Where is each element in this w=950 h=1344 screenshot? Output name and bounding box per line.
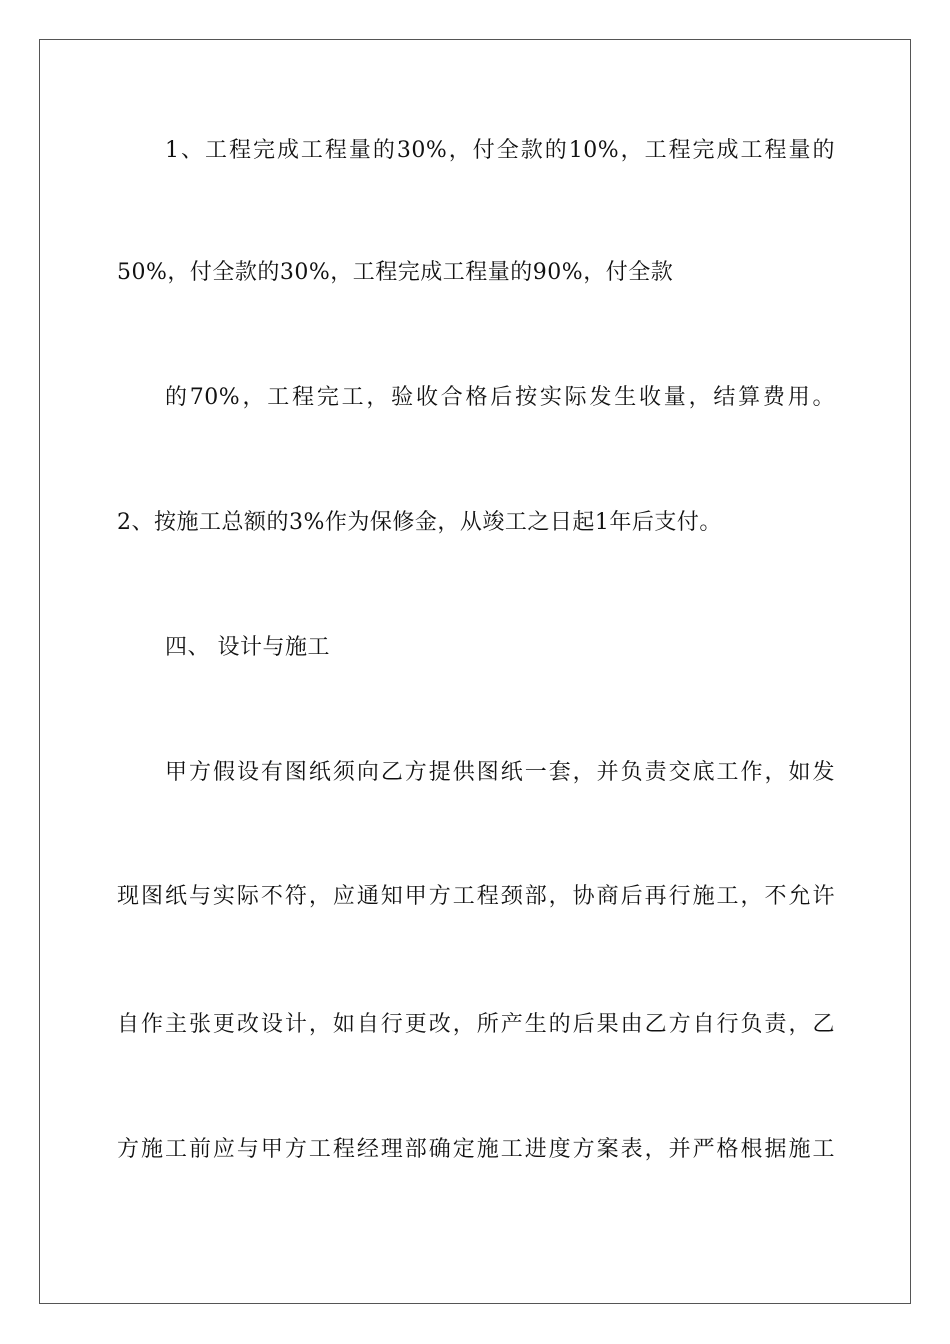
payment-term-1-line-1: 1、工程完成工程量的30%，付全款的10%，工程完成工程量的	[165, 138, 835, 163]
page-border	[39, 39, 911, 1304]
payment-term-1-line-2: 50%，付全款的30%，工程完成工程量的90%，付全款	[117, 260, 674, 285]
design-paragraph-line-2: 现图纸与实际不符，应通知甲方工程颈部，协商后再行施工，不允许	[117, 884, 835, 909]
design-paragraph-line-1: 甲方假设有图纸须向乙方提供图纸一套，并负责交底工作，如发	[165, 760, 835, 785]
warranty-term-line: 2、按施工总额的3%作为保修金，从竣工之日起1年后支付。	[117, 510, 722, 535]
design-paragraph-line-3: 自作主张更改设计，如自行更改，所产生的后果由乙方自行负责，乙	[117, 1012, 835, 1037]
design-paragraph-line-4: 方施工前应与甲方工程经理部确定施工进度方案表，并严格根据施工	[117, 1137, 835, 1162]
payment-term-1-line-3: 的70%，工程完工，验收合格后按实际发生收量，结算费用。	[165, 385, 835, 410]
section-heading-design-construction: 四、 设计与施工	[165, 635, 330, 660]
